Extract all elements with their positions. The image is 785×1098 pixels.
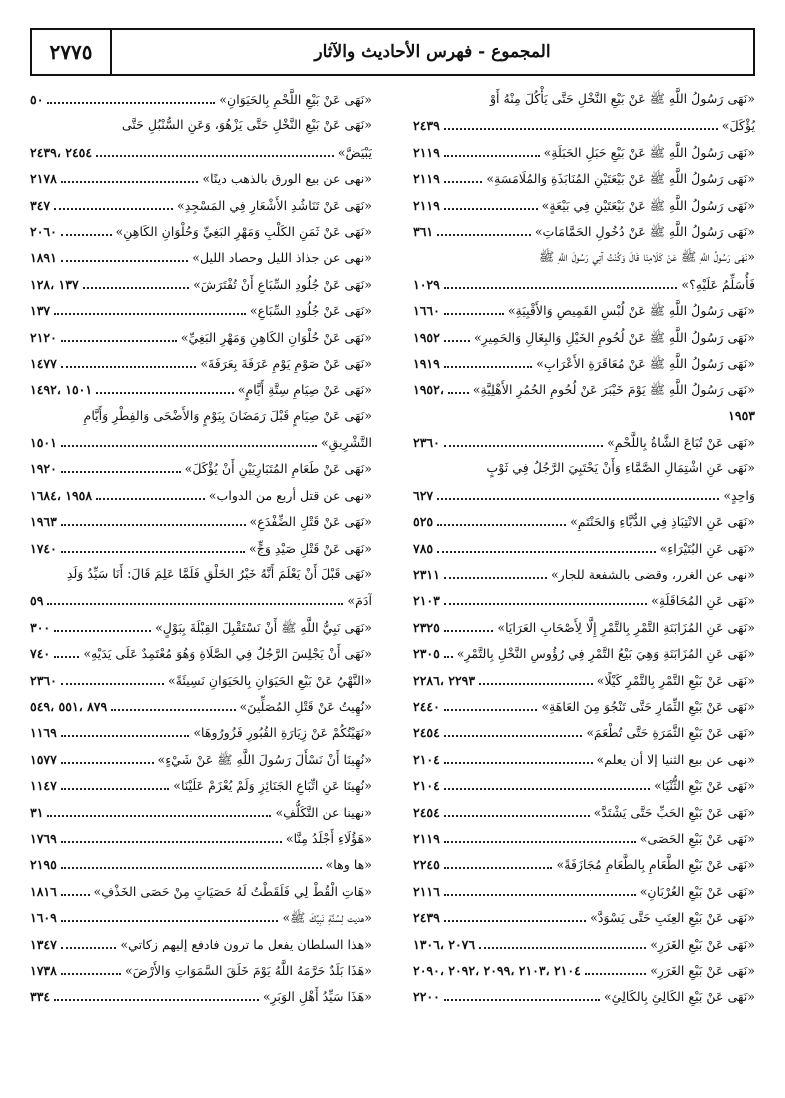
index-entry	[30, 799, 372, 825]
index-entry-pages: ٣٠٠	[30, 619, 51, 635]
leader-dots	[444, 878, 636, 896]
index-entry	[30, 983, 372, 1009]
index-entry-text: «هذا السلطان يفعل ما ترون فادفع إليهم زكاتي»	[120, 936, 372, 952]
index-entry-pages: ١٧٦٩	[30, 830, 57, 846]
index-entry	[413, 508, 755, 534]
index-entry	[30, 772, 372, 798]
leader-dots	[444, 587, 647, 605]
index-entry-text: «نَهَى رَسُولُ اللَّهِ ﷺ عَنْ لُحُومِ الخَيْلِ وَالبِغَالِ وَالحَمِيرِ»	[473, 329, 755, 345]
index-entry	[30, 851, 372, 877]
index-entry-pages: ٢٣٦٠	[30, 672, 57, 688]
leader-dots	[61, 350, 196, 368]
index-entry	[413, 429, 755, 455]
index-entry	[30, 693, 372, 719]
leader-dots	[54, 640, 79, 658]
index-entry	[30, 244, 372, 270]
leader-dots	[444, 561, 547, 579]
index-entry-text: «هَذَا سَيِّدُ أَهْلِ الوَبَرِ»	[262, 989, 372, 1005]
index-entry-pages: ٨٧٩ ،٥٥١ ،٥٤٩	[30, 698, 108, 714]
right-column	[413, 86, 755, 1010]
index-entry-pages: ١٩٦٣	[30, 514, 57, 530]
index-entry-text: «نَهَى عَنْ بَيْعِ اللَّحْمِ بِالحَيَوَانِ»	[219, 92, 372, 107]
index-entry	[30, 931, 372, 957]
index-entry-text: «نهى عن الغرر، وقضى بالشفعة للجار»	[550, 567, 755, 583]
leader-dots	[54, 297, 246, 315]
index-entry	[413, 165, 755, 191]
index-entry-pages: ١٨١٦	[30, 883, 57, 899]
index-entry-pages: ١٣٤٧	[30, 936, 57, 952]
index-entry-text: «نَهَى رَسُولُ اللَّهِ ﷺ عَنْ كَلَامِنَا قَالَ وَكُنْتُ آتِي رَسُولَ اللَّهِ ﷺ	[538, 249, 755, 265]
index-entry-pages: ٢١٢٠	[30, 329, 57, 345]
index-entry-text: التَّشْرِيقِ»	[320, 435, 372, 451]
index-entry-text: «نَهَى عَنْ صِيَامٍ قَبْلَ رَمَضَانَ بِيَوْمٍ وَالأَضْحَى وَالفِطْرِ وَأَيَّامِ	[83, 407, 372, 423]
index-entry-text: «نهى عن بيع الثنيا إلا أن يعلم»	[596, 751, 755, 767]
leader-dots	[61, 244, 188, 262]
index-entry-pages: ١٦٦٠	[413, 303, 440, 319]
index-entry-text: «نَهَى عَنِ المُزَابَنَةِ التَّمْرِ بِالتَّمْرِ إِلَّا لِأَصْحَابِ العَرَايَا»	[497, 619, 755, 635]
index-entry	[413, 271, 755, 297]
index-entry	[413, 746, 755, 772]
leader-dots	[96, 139, 334, 157]
index-entry-text: «نَهَى عَنْ حُلْوَانِ الكَاهِنِ وَمَهْرِ البَغِيِّ»	[180, 329, 372, 345]
index-entry-text: «نَهَى عَنْ بَيْعِ الثِّمَارِ حَتَّى تَنْجُوَ مِنَ العَاهَةِ»	[541, 698, 755, 714]
leader-dots	[47, 86, 215, 104]
index-entry-text: «نَهَى عَنِ المُزَابَنَةِ وَهِيَ بَيْعُ التَّمْرِ فِي رُؤُوسِ النَّخْلِ بِالتَّمْرِ»	[456, 646, 755, 662]
index-entry-text: «نَهَى عَنْ بَيْعِ التَّمْرِ بِالتَّمْرِ كَيْلًا»	[596, 672, 755, 688]
index-entry	[30, 271, 372, 297]
index-entry-text: «نَهَى عَنْ ثَمَنِ الكَلْبِ وَمَهْرِ البَغِيِّ وَحُلْوَانِ الكَاهِنِ»	[115, 223, 372, 239]
index-entry-text: «نَهَى عَنْ بَيْعِ النَّخْلِ حَتَّى يَزْهُوَ، وَعَنِ السُّنْبُلِ حَتَّى	[121, 117, 372, 133]
index-entry-pages: ٢٤٥٤	[413, 804, 440, 820]
index-entry	[413, 192, 755, 218]
index-entry-text: «نَهَى رَسُولُ اللَّهِ ﷺ عَنْ بَيْعِ النَّخْلِ حَتَّى يَأْكُلَ مِنْهُ أَوْ	[489, 91, 755, 106]
index-entry-pages: ١١٤٧	[30, 778, 57, 794]
index-entry	[30, 825, 372, 851]
leader-dots	[444, 799, 590, 817]
index-entry-pages: ٧٨٥	[413, 540, 434, 556]
index-entry	[413, 482, 755, 508]
index-entry-text: فَأُسَلِّمُ عَلَيْهِ؟»	[681, 276, 755, 292]
index-entry-pages: ٢١١٩	[413, 144, 440, 160]
index-entry-text: «نهى عن قتل أربع من الدواب»	[208, 487, 372, 503]
leader-dots	[54, 983, 259, 1001]
leader-dots	[61, 851, 322, 869]
index-entry-pages: ١٩١٩	[413, 355, 440, 371]
index-entry-text: «نَهَى رَسُولُ اللَّهِ ﷺ عَنْ بَيْعَتَيْنِ فِي بَيْعَةٍ»	[541, 197, 755, 213]
index-entry-pages: ٣٤٧	[30, 197, 51, 213]
leader-dots	[444, 297, 504, 315]
leader-dots	[444, 429, 603, 447]
index-entry	[30, 957, 372, 983]
index-entry-text: «نَهَى عَنِ اشْتِمَالِ الصَّمَّاءِ وَأَنْ يَحْتَبِيَ الرَّجُلُ فِي ثَوْبٍ	[486, 460, 755, 476]
index-entry	[30, 324, 372, 350]
index-entry	[413, 667, 755, 693]
index-entry-text: «نَهَى رَسُولُ اللَّهِ ﷺ عَنْ لُبْسِ القَمِيصِ وَالأَقْبِيَةِ»	[507, 303, 755, 319]
index-entry-pages: ٢٣١١	[413, 567, 440, 583]
index-entry	[30, 614, 372, 640]
index-entry-text: «نَهَى عَنْ بَيْعِ الحَبِّ حَتَّى يَشْتَدَّ»	[593, 804, 755, 820]
leader-dots	[61, 931, 117, 949]
index-entry-pages: ٢٣٢٥	[413, 619, 440, 635]
index-entry	[30, 455, 372, 481]
index-entry	[413, 587, 755, 613]
index-entry	[30, 86, 372, 112]
leader-dots	[437, 218, 531, 236]
index-entry-pages: ١٥٠١	[30, 435, 57, 451]
index-entry-pages: ٢١١٩	[413, 171, 440, 187]
index-entry	[30, 719, 372, 745]
index-entry-text: «هَؤُلَاءِ أَجْلَدُ مِنَّا»	[285, 830, 372, 846]
index-entry-pages: ٢٤٥٤	[413, 725, 440, 741]
index-entry-text: «نَهَى عَنِ الانْتِبَاذِ فِي الدُّبَّاءِ وَالحَنْتَمِ»	[570, 514, 755, 530]
leader-dots	[444, 904, 586, 922]
index-entry	[30, 218, 372, 244]
index-entry-text: «ها وها»	[325, 857, 372, 873]
index-entry-text: «نَهَى عَنْ قَتْلِ الضِّفْدَعِ»	[249, 514, 372, 530]
index-entry-pages: ٢٣٠٥	[413, 646, 440, 662]
leader-dots	[444, 825, 636, 843]
index-entry	[30, 165, 372, 191]
index-entry-text: «نَهَى عَنْ بَيْعِ العُرْبَانِ»	[639, 883, 755, 899]
index-entry-text: «نَهَى عَنْ بَيْعِ الغَرَرِ»	[650, 962, 755, 978]
index-entry-text: «نَهَى عَنْ بَيْعِ العِنَبِ حَتَّى يَسْوَدَّ»	[590, 910, 755, 926]
leader-dots	[61, 772, 169, 790]
index-entry-text: «نَهَى رَسُولُ اللَّهِ ﷺ يَوْمَ خَيْبَرَ عَنْ لُحُومِ الحُمُرِ الأَهْلِيَّةِ»	[472, 382, 755, 398]
leader-dots	[479, 931, 646, 949]
index-entry-pages: ١٥٠١ ،١٤٩٢	[30, 382, 93, 398]
index-entry-text: «نَهَى عَنْ بَيْعِ الحَصَى»	[639, 830, 755, 846]
index-entry-text: يَبْيَضَّ»	[337, 144, 372, 160]
index-entry-text: «نَهَى عَنْ طَعَامِ المُتَبَارِيَيْنِ أَنْ يُؤْكَلَ»	[184, 461, 372, 477]
index-entry-pages: ٢١٠٤ ،٢١٠٣ ،٢٠٩٩ ،٢٠٩٢ ،٢٠٩٠	[413, 962, 581, 978]
leader-dots	[585, 957, 646, 975]
index-entry-text: «نَهَى عَنِ المُحَاقَلَةِ»	[651, 593, 755, 609]
leader-dots	[444, 851, 553, 869]
leader-dots	[444, 772, 650, 790]
page	[30, 28, 755, 1005]
leader-dots	[61, 324, 177, 342]
leader-dots	[444, 192, 538, 210]
index-entry-pages: ١٠٢٩	[413, 276, 440, 292]
index-columns	[30, 86, 755, 1086]
leader-dots	[444, 112, 718, 130]
index-entry-text: «نَهَى قَبْلَ أَنْ يَعْلَمَ أَنَّهُ خَيْرُ الخَلْقِ فَلَمَّا عَلِمَ قَالَ: أَنَا سَيِّدُ وَلَدِ	[66, 566, 372, 582]
index-entry-pages: ١٩٥٢،	[413, 382, 444, 398]
page-title: المجموع - فهرس الأحاديث والآثار	[314, 42, 551, 62]
leader-dots	[444, 165, 483, 183]
index-entry-pages: ٢١٠٤	[413, 751, 440, 767]
index-entry	[30, 904, 372, 930]
index-entry-text: «نَهَى عَنْ صِيَامِ سِتَّةِ أَيَّامٍ»	[237, 382, 372, 398]
index-entry-text: يُؤْكَلَ»	[721, 118, 755, 134]
left-column	[30, 86, 372, 1010]
index-entry-text: «هَذَا بَلَدٌ حَرَّمَهُ اللَّهُ يَوْمَ خَلَقَ السَّمَوَاتِ وَالأَرْضَ»	[124, 962, 372, 978]
leader-dots	[437, 535, 655, 553]
index-entry	[30, 878, 372, 904]
index-entry	[413, 112, 755, 138]
index-entry-text: «نهى عن بيع الورق بالذهب دينًا»	[202, 171, 372, 187]
leader-dots	[448, 376, 469, 394]
index-entry	[30, 587, 372, 613]
index-entry-pages: ٢٤٤٠	[413, 698, 440, 714]
index-entry	[413, 719, 755, 745]
index-entry-text: «نُهِينَا عَنِ اتِّبَاعِ الجَنَائِزِ وَلَمْ يُعْزَمْ عَلَيْنَا»	[173, 778, 372, 794]
index-entry-pages: ١٩٥٨ ،١٦٨٤	[30, 487, 93, 503]
index-entry-text: «نَهَى رَسُولُ اللَّهِ ﷺ عَنْ بَيْعِ حَبَلِ الحَبَلَةِ»	[543, 144, 755, 160]
index-entry-pages: ٢١١٦	[413, 883, 440, 899]
index-entry	[413, 983, 755, 1009]
index-entry-pages: ٧٤٠	[30, 646, 51, 662]
leader-dots	[479, 667, 593, 685]
index-entry-pages: ١٩٥٣	[728, 407, 755, 423]
index-entry	[413, 218, 755, 244]
index-entry	[413, 561, 755, 587]
index-entry-text: «نَهَى عَنْ بَيْعِ الثَّمَرَةِ حَتَّى تُطْعَمَ»	[586, 725, 755, 741]
leader-dots	[111, 693, 235, 711]
index-entry	[30, 350, 372, 376]
leader-dots	[54, 192, 173, 210]
index-entry-text: «نَهَى رَسُولُ اللَّهِ ﷺ عَنْ دُخُولِ الحَمَّامَاتِ»	[534, 223, 755, 239]
index-entry-text: «نَهَى نَبِيُّ اللَّهِ ﷺ أَنْ نَسْتَقْبِلَ القِبْلَةَ بِبَوْلٍ»	[155, 619, 372, 635]
index-entry-pages: ٢٤٣٩	[413, 910, 440, 926]
leader-dots	[61, 825, 282, 843]
index-entry	[30, 667, 372, 693]
index-entry-text: «نَهَيْتُكُمْ عَنْ زِيَارَةِ القُبُورِ فَزُورُوهَا»	[193, 725, 372, 741]
index-entry-text: «نُهِيتُ عَنْ قَتْلِ المُصَلِّينَ»	[239, 698, 372, 714]
leader-dots	[61, 165, 199, 183]
index-entry	[30, 640, 372, 666]
leader-dots	[437, 482, 719, 500]
index-entry-pages: ٥٢٥	[413, 514, 434, 530]
page-header	[30, 28, 755, 76]
index-entry	[413, 878, 755, 904]
index-entry	[413, 957, 755, 983]
index-entry-text: «نَهَى عَنِ البُتَيْرَاءِ»	[659, 540, 755, 556]
leader-dots	[444, 324, 470, 342]
leader-dots	[61, 746, 154, 764]
leader-dots	[61, 535, 245, 553]
index-entry-text: «نَهَى أَنْ يَجْلِسَ الرَّجُلُ فِي الصَّلَاةِ وَهُوَ مُعْتَمِدٌ عَلَى يَدَيْهِ»	[83, 646, 372, 662]
index-entry-pages: ٢١٩٥	[30, 857, 57, 873]
index-entry-text: «نهينا عن التَّكَلُّفِ»	[275, 804, 372, 820]
leader-dots	[61, 218, 112, 236]
index-entry-pages: ٢٢٤٥	[413, 857, 440, 873]
index-entry-pages: ٢٤٣٩	[413, 118, 440, 134]
index-entry-text: «نُهِينَا أَنْ نَسْأَلَ رَسُولَ اللَّهِ ﷺ عَنْ شَيْءٍ»	[157, 751, 372, 767]
leader-dots	[54, 614, 151, 632]
index-entry	[30, 508, 372, 534]
index-entry-pages: ٥٠	[30, 92, 44, 107]
leader-dots	[437, 508, 566, 526]
index-entry-pages: ١٦٠٩	[30, 910, 57, 926]
index-entry-text: «النَّهْيُ عَنْ بَيْعِ الحَيَوَانِ بِالحَيَوَانِ نَسِيئَةً»	[168, 672, 372, 688]
leader-dots	[61, 904, 279, 922]
index-entry	[413, 324, 755, 350]
leader-dots	[444, 693, 537, 711]
index-entry	[413, 799, 755, 825]
index-entry-pages: ٢٤٥٤ ،٢٤٣٩	[30, 144, 93, 160]
index-entry-text: «نَهَى عَنْ جُلُودِ السِّبَاعِ»	[249, 303, 372, 319]
index-entry	[413, 350, 755, 376]
index-entry-pages: ١٣٧	[30, 303, 51, 319]
index-entry-pages: ١٣٧ ،١٢٨	[30, 276, 79, 292]
leader-dots	[96, 482, 205, 500]
index-entry	[413, 614, 755, 640]
index-entry	[413, 851, 755, 877]
index-entry-pages: ١٧٣٨	[30, 962, 57, 978]
leader-dots	[444, 719, 582, 737]
leader-dots	[61, 455, 181, 473]
index-entry-text: «هَاتِ الْقُطْ لِي فَلَقَطْتُ لَهُ حَصَيَاتٍ مِنْ حَصَى الخَذْفِ»	[93, 883, 372, 899]
leader-dots	[83, 271, 189, 289]
index-entry-pages: ١٩٥٢	[413, 329, 440, 345]
leader-dots	[444, 983, 600, 1001]
leader-dots	[47, 799, 271, 817]
index-entry	[413, 772, 755, 798]
index-entry-pages: ٢١١٩	[413, 830, 440, 846]
leader-dots	[444, 614, 494, 632]
index-entry-text: «نَهَى عَنْ تَنَاشُدِ الأَشْعَارِ فِي المَسْجِدِ»	[177, 197, 372, 213]
index-entry-pages: ٢٢٩٣ ،٢٢٨٦	[413, 672, 476, 688]
leader-dots	[444, 640, 453, 658]
index-entry	[30, 746, 372, 772]
index-entry	[30, 192, 372, 218]
index-entry	[30, 482, 372, 508]
index-entry	[413, 535, 755, 561]
leader-dots	[61, 719, 189, 737]
index-entry-pages: ٢٠٦٠	[30, 223, 57, 239]
index-entry	[413, 931, 755, 957]
index-entry-pages: ١١٦٩	[30, 725, 57, 741]
index-entry-text: «هديت لِسُنَّةِ نَبِيِّكَ ﷺ»	[282, 910, 372, 926]
index-entry	[413, 904, 755, 930]
index-entry-pages: ١٤٧٧	[30, 355, 57, 371]
index-entry-text: وَاحِدٍ»	[723, 487, 755, 503]
index-entry-text: «نَهَى عَنْ بَيْعِ الثُّنْيَا»	[654, 778, 755, 794]
leader-dots	[444, 139, 540, 157]
index-entry	[413, 693, 755, 719]
leader-dots	[444, 271, 678, 289]
index-entry-text: «نَهَى رَسُولُ اللَّهِ ﷺ عَنْ مُعَاقَرَةِ الأَعْرَابِ»	[536, 355, 755, 371]
leader-dots	[47, 587, 343, 605]
index-entry-pages: ٢١٠٤	[413, 778, 440, 794]
index-entry-text: «نَهَى عَنْ تُبَاعَ الشَّاةُ بِاللَّحْمِ»	[607, 435, 755, 451]
index-entry	[413, 825, 755, 851]
index-entry-pages: ٢١١٩	[413, 197, 440, 213]
index-entry	[30, 297, 372, 323]
index-entry-pages: ١٩٢٠	[30, 461, 57, 477]
index-entry-pages: ٣٣٤	[30, 989, 51, 1005]
index-entry-pages: ٣٦١	[413, 223, 434, 239]
page-number: ٢٧٧٥	[32, 30, 112, 74]
index-entry-pages: ٢١٠٣	[413, 593, 440, 609]
index-entry	[30, 376, 372, 402]
index-entry-pages: ٦٢٧	[413, 487, 434, 503]
leader-dots	[61, 957, 121, 975]
leader-dots	[61, 878, 90, 896]
index-entry	[413, 297, 755, 323]
index-entry	[30, 429, 372, 455]
index-entry-pages: ٣١	[30, 804, 44, 820]
index-entry	[413, 376, 755, 402]
index-entry-pages: ٥٩	[30, 593, 44, 609]
index-entry-text: «نَهَى عَنْ قَتْلِ صَيْدِ وَجٍّ»	[248, 540, 372, 556]
index-entry-pages: ٢١٧٨	[30, 171, 57, 187]
leader-dots	[61, 667, 164, 685]
index-entry	[413, 640, 755, 666]
index-entry	[413, 139, 755, 165]
leader-dots	[444, 350, 532, 368]
index-entry-pages: ٢٠٧٦ ،١٣٠٦	[413, 936, 476, 952]
index-entry	[30, 535, 372, 561]
index-entry-text: «نَهَى عَنْ بَيْعِ الكَالِئِ بِالكَالِئِ»	[603, 989, 755, 1005]
leader-dots	[96, 376, 234, 394]
index-entry-text: «نهى عن جذاذ الليل وحصاد الليل»	[192, 250, 372, 266]
index-entry-pages: ١٥٧٧	[30, 751, 57, 767]
index-entry-text: «نَهَى عَنْ بَيْعِ الغَرَرِ»	[650, 936, 755, 952]
index-entry-pages: ١٨٩١	[30, 250, 57, 266]
index-entry-text: «نَهَى عَنْ صَوْمِ يَوْمِ عَرَفَةَ بِعَرَفَةَ»	[200, 355, 372, 371]
leader-dots	[61, 429, 317, 447]
index-entry-text: «نَهَى عَنْ بَيْعِ الطَّعَامِ بِالطَّعَامِ مُجَازَفَةً»	[556, 857, 755, 873]
index-entry-pages: ٢٣٦٠	[413, 435, 440, 451]
index-entry-pages: ٢٢٠٠	[413, 989, 440, 1005]
leader-dots	[61, 508, 246, 526]
index-entry-text: آدَمَ»	[347, 593, 372, 609]
index-entry-text: «نَهَى رَسُولُ اللَّهِ ﷺ عَنْ بَيْعَتَيْنِ المُنَابَذَةِ وَالمُلَامَسَةِ»	[486, 171, 755, 187]
index-entry-text: «نَهَى عَنْ جُلُودِ السِّبَاعِ أَنْ تُفْتَرَشَ»	[193, 276, 372, 292]
index-entry	[30, 139, 372, 165]
leader-dots	[444, 746, 593, 764]
index-entry-pages: ١٧٤٠	[30, 540, 57, 556]
